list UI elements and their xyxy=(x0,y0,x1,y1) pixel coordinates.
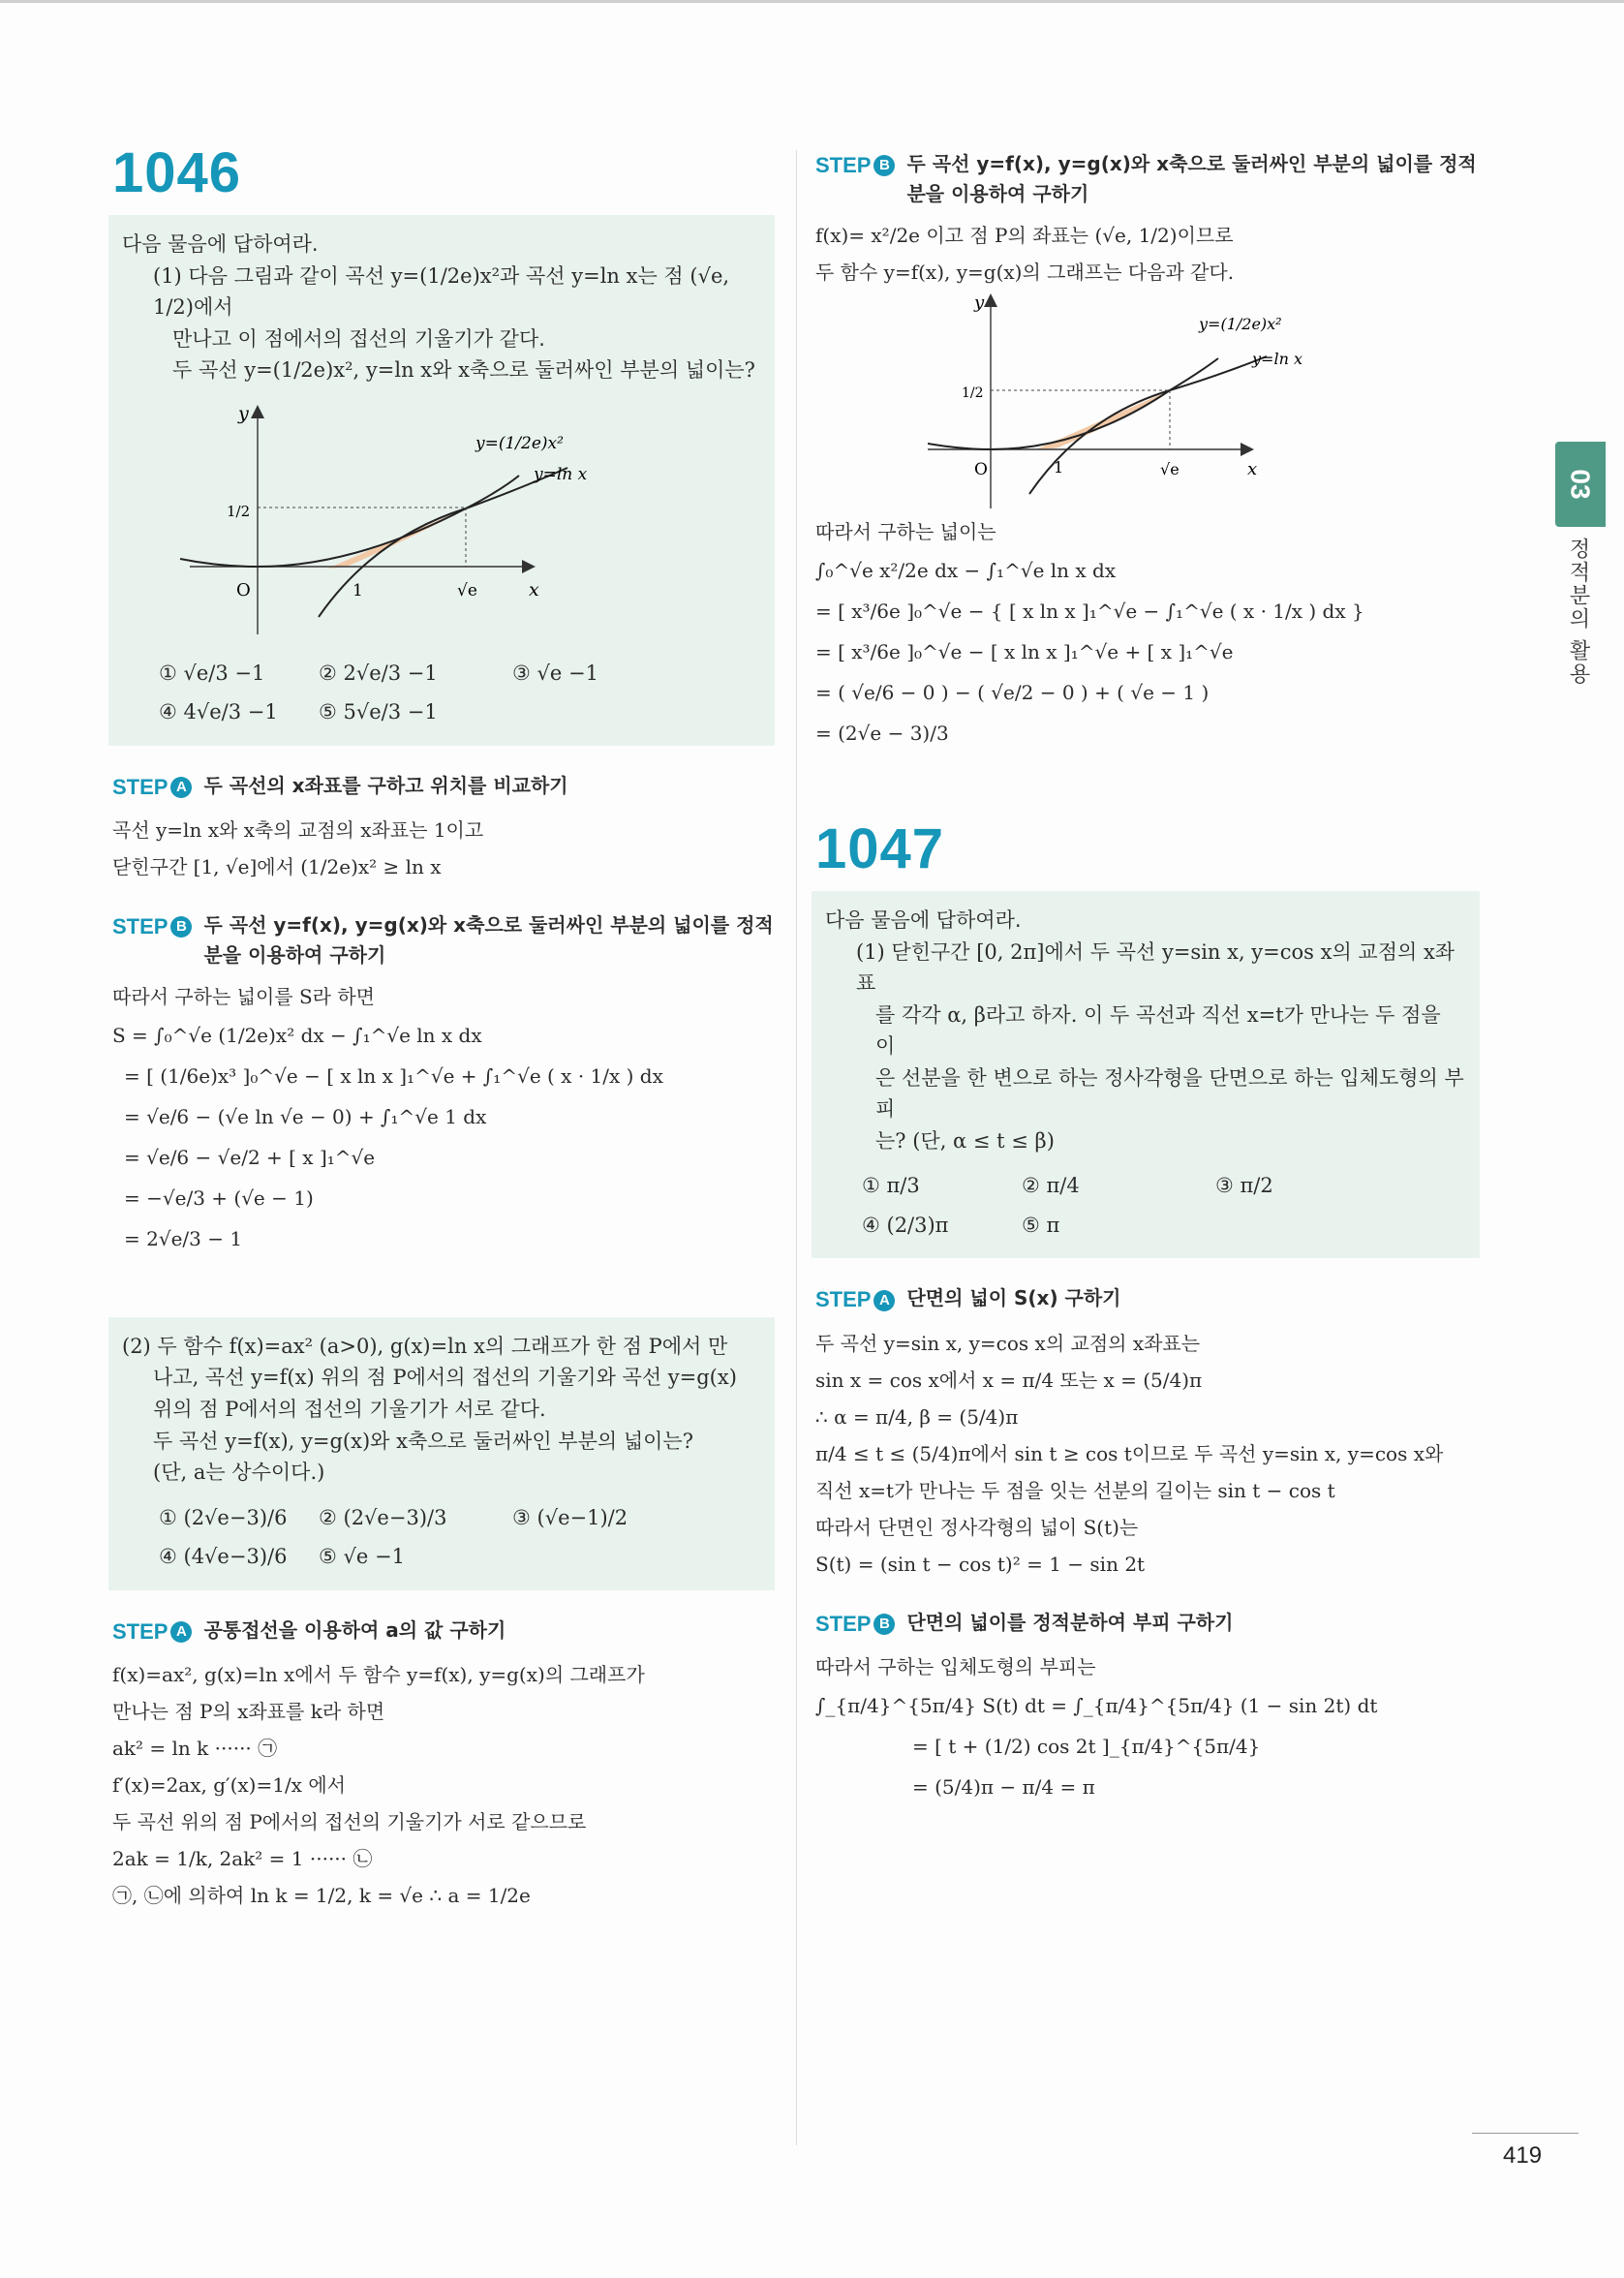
q1-line: 만나고 이 점에서의 접선의 기울기가 같다. xyxy=(172,326,545,351)
equation-block xyxy=(812,1685,1480,1807)
equation-block xyxy=(108,1015,775,1259)
solution-line: f′(x)=2ax, g′(x)=1/x 에서 xyxy=(112,1772,346,1797)
step-text xyxy=(812,1648,1480,1685)
equation-line: S = ∫₀^√e (1/2e)x² dx − ∫₁^√e ln x dx xyxy=(112,1023,482,1047)
top-rule xyxy=(0,0,1624,3)
choice-2[interactable]: ② (2√e−3)/3 xyxy=(319,1505,447,1529)
curve1-label: y=(1/2e)x² xyxy=(1199,315,1282,333)
q1-line: (1) 다음 그림과 같이 곡선 y=(1/2e)x²과 곡선 y=ln x는 점 (√e, 1/2)에서 xyxy=(153,263,730,320)
equation-line: = 2√e/3 − 1 xyxy=(124,1226,243,1250)
step-heading: STEP A 공통접선을 이용하여 a의 값 구하기 xyxy=(112,1616,775,1648)
tick-sqrte: √e xyxy=(1160,460,1180,478)
step-heading: STEP B 두 곡선 y=f(x), y=g(x)와 x축으로 둘러싸인 부분의 넓이를 정적분을 이용하여 구하기 xyxy=(815,149,1480,209)
solution-line: 두 곡선 y=sin x, y=cos x의 교점의 x좌표는 xyxy=(815,1331,1201,1355)
problem-1047-box xyxy=(812,891,1480,1258)
choice-1[interactable]: ① π/3 xyxy=(862,1174,920,1198)
equation-block xyxy=(812,550,1480,754)
q-line: 는? (단, α ≤ t ≤ β) xyxy=(875,1128,1055,1153)
step-heading: STEP B 단면의 넓이를 정적분하여 부피 구하기 xyxy=(815,1608,1480,1641)
choice-4[interactable]: ④ (2/3)π xyxy=(862,1213,949,1237)
equation-line: = (5/4)π − π/4 = π xyxy=(912,1774,1095,1799)
step-title: 두 곡선 y=f(x), y=g(x)와 x축으로 둘러싸인 부분의 넓이를 정적분을 이용하여 구하기 xyxy=(906,152,1477,205)
step-title: 두 곡선의 x좌표를 구하고 위치를 비교하기 xyxy=(203,773,568,797)
equation-line: ∫_{π/4}^{5π/4} S(t) dt = ∫_{π/4}^{5π/4} (1 − sin 2t) dt xyxy=(815,1693,1378,1717)
solution-line: 두 함수 y=f(x), y=g(x)의 그래프는 다음과 같다. xyxy=(815,261,1235,284)
parabola-curve xyxy=(180,476,519,567)
choice-4[interactable]: ④ 4√e/3 −1 xyxy=(159,700,278,724)
q1047-choices xyxy=(862,1170,1464,1241)
solution-line: f(x)= x²/2e 이고 점 P의 좌표는 (√e, 1/2)이므로 xyxy=(815,224,1234,247)
tick-sqrte: √e xyxy=(457,580,477,600)
choice-2[interactable]: ② π/4 xyxy=(1022,1174,1080,1198)
solution-line: ak² = ln k ······ ㉠ xyxy=(112,1736,278,1760)
choice-4[interactable]: ④ (4√e−3)/6 xyxy=(159,1545,288,1569)
solution-line: 따라서 단면인 정사각형의 넓이 S(t)는 xyxy=(815,1515,1139,1539)
choice-5[interactable]: ⑤ √e −1 xyxy=(319,1545,405,1569)
choice-5[interactable]: ⑤ 5√e/3 −1 xyxy=(319,700,438,724)
q-line: (1) 닫힌구간 [0, 2π]에서 두 곡선 y=sin x, y=cos x의 교점의 x좌표 xyxy=(856,939,1455,996)
solution-line: π/4 ≤ t ≤ (5/4)π에서 sin t ≥ cos t이므로 두 곡선 y=sin x, y=cos x와 xyxy=(815,1441,1444,1465)
graph-x-label: x xyxy=(529,578,539,600)
solution-line: 직선 x=t가 만나는 두 점을 잇는 선분의 길이는 sin t − cos t xyxy=(815,1478,1335,1502)
curve2-label: y=ln x xyxy=(1252,350,1302,368)
problem-number-1046: 1046 xyxy=(112,141,242,204)
equation-line: = −√e/3 + (√e − 1) xyxy=(124,1185,314,1210)
solution-line: 따라서 구하는 넓이는 xyxy=(815,520,996,543)
step-text xyxy=(812,1325,1480,1583)
graph-y-label: y xyxy=(974,292,985,313)
step-title: 공통접선을 이용하여 a의 값 구하기 xyxy=(203,1617,506,1642)
q2-line: 위의 점 P에서의 접선의 기울기가 서로 같다. xyxy=(153,1398,546,1422)
tick-one: 1 xyxy=(1054,458,1064,477)
solution-line: ㉠, ㉡에 의하여 ln k = 1/2, k = √e ∴ a = 1/2e xyxy=(112,1883,531,1907)
graph-origin: O xyxy=(974,460,988,479)
step-title: 단면의 넓이를 정적분하여 부피 구하기 xyxy=(906,1610,1234,1634)
choice-3[interactable]: ③ π/2 xyxy=(1215,1174,1273,1198)
equation-line: = ( √e/6 − 0 ) − ( √e/2 − 0 ) + ( √e − 1 ) xyxy=(815,681,1210,704)
curve2-label: y=ln x xyxy=(534,464,588,484)
solution-line: 만나는 점 P의 x좌표를 k라 하면 xyxy=(112,1699,385,1723)
chapter-label: 정적분의 활용 xyxy=(1566,538,1590,686)
q2-choices xyxy=(159,1502,759,1573)
q-line: 은 선분을 한 변으로 하는 정사각형을 단면으로 하는 입체도형의 부피 xyxy=(875,1065,1464,1122)
equation-line: ∫₀^√e x²/2e dx − ∫₁^√e ln x dx xyxy=(815,559,1117,582)
step-title: 두 곡선 y=f(x), y=g(x)와 x축으로 둘러싸인 부분의 넓이를 정적분을 이용하여 구하기 xyxy=(203,912,774,967)
equation-line: = (2√e − 3)/3 xyxy=(815,722,949,745)
step-text xyxy=(812,513,1480,550)
solution-line: f(x)=ax², g(x)=ln x에서 두 함수 y=f(x), y=g(x)의 그래프가 xyxy=(112,1662,645,1686)
problem-1046-q1-box xyxy=(108,215,775,746)
step-badge: B xyxy=(873,1614,895,1635)
step-text xyxy=(812,217,1480,291)
problem-intro: 다음 물음에 답하여라. xyxy=(825,908,1022,932)
choice-1[interactable]: ① (2√e−3)/6 xyxy=(159,1505,288,1529)
solution-line: 2ak = 1/k, 2ak² = 1 ······ ㉡ xyxy=(112,1846,373,1870)
log-curve xyxy=(1029,356,1267,494)
choice-3[interactable]: ③ (√e−1)/2 xyxy=(512,1505,628,1529)
q2-line: 두 곡선 y=f(x), y=g(x)와 x축으로 둘러싸인 부분의 넓이는? xyxy=(153,1429,693,1453)
choice-5[interactable]: ⑤ π xyxy=(1022,1213,1060,1237)
tick-one: 1 xyxy=(352,580,363,600)
equation-line: = [ (1/6e)x³ ]₀^√e − [ x ln x ]₁^√e + ∫₁^√e ( x · 1/x ) dx xyxy=(124,1063,663,1088)
solution-line: sin x = cos x에서 x = π/4 또는 x = (5/4)π xyxy=(815,1368,1203,1392)
step-heading: STEP A 두 곡선의 x좌표를 구하고 위치를 비교하기 xyxy=(112,771,775,804)
step-heading: STEP B 두 곡선 y=f(x), y=g(x)와 x축으로 둘러싸인 부분의 넓이를 정적분을 이용하여 구하기 xyxy=(112,910,775,970)
problem-intro: 다음 물음에 답하여라. xyxy=(122,232,319,256)
choice-2[interactable]: ② 2√e/3 −1 xyxy=(319,661,438,685)
graph-origin: O xyxy=(236,579,251,600)
equation-line: = [ x³/6e ]₀^√e − [ x ln x ]₁^√e + [ x ]₁^√e xyxy=(815,640,1234,663)
q-line: 를 각각 α, β라고 하자. 이 두 곡선과 직선 x=t가 만나는 두 점을 이 xyxy=(875,1002,1441,1059)
tick-half: 1/2 xyxy=(227,502,251,520)
page-number-rule xyxy=(1472,2133,1578,2134)
column-divider xyxy=(796,150,797,2145)
chapter-number: 03 xyxy=(1566,469,1596,500)
choice-3[interactable]: ③ √e −1 xyxy=(512,661,598,685)
solution-line: 따라서 구하는 입체도형의 부피는 xyxy=(815,1654,1096,1678)
step-badge: B xyxy=(170,916,192,938)
q2-line: (2) 두 함수 f(x)=ax² (a>0), g(x)=ln x의 그래프가 한 점 P에서 만 xyxy=(122,1334,728,1358)
right-graph xyxy=(928,291,1470,513)
choice-1[interactable]: ① √e/3 −1 xyxy=(159,661,265,685)
graph-y-label: y xyxy=(238,402,249,424)
page-number: 419 xyxy=(1503,2142,1543,2169)
q1-graph xyxy=(122,392,761,644)
solution-line: S(t) = (sin t − cos t)² = 1 − sin 2t xyxy=(815,1552,1146,1576)
equation-line: = [ x³/6e ]₀^√e − { [ x ln x ]₁^√e − ∫₁^√e ( x · 1/x ) dx } xyxy=(815,600,1364,623)
shaded-region xyxy=(1036,390,1170,449)
problem-1046-q2-box xyxy=(108,1317,775,1590)
solution-line: 곡선 y=ln x와 x축의 교점의 x좌표는 1이고 xyxy=(112,817,484,842)
step-title: 단면의 넓이 S(x) 구하기 xyxy=(906,1286,1121,1310)
equation-line: = [ t + (1/2) cos 2t ]_{π/4}^{5π/4} xyxy=(912,1734,1261,1758)
step-heading: STEP A 단면의 넓이 S(x) 구하기 xyxy=(815,1283,1480,1316)
step-badge: B xyxy=(873,155,895,176)
tick-half: 1/2 xyxy=(962,385,984,401)
step-badge: A xyxy=(170,1621,192,1643)
left-column xyxy=(108,141,775,1914)
solution-line: 따라서 구하는 넓이를 S라 하면 xyxy=(112,984,375,1008)
solution-line: ∴ α = π/4, β = (5/4)π xyxy=(815,1404,1019,1429)
q2-line: 나고, 곡선 y=f(x) 위의 점 P에서의 접선의 기울기와 곡선 y=g(x) xyxy=(153,1366,737,1390)
right-column xyxy=(812,145,1480,1807)
solution-line: 닫힌구간 [1, √e]에서 (1/2e)x² ≥ ln x xyxy=(112,854,442,878)
problem-number-1047: 1047 xyxy=(815,817,945,880)
chapter-tab[interactable] xyxy=(1555,442,1606,527)
step-text xyxy=(108,978,775,1015)
q2-line: (단, a는 상수이다.) xyxy=(153,1461,325,1485)
step-badge: A xyxy=(170,777,192,798)
curve1-label: y=(1/2e)x² xyxy=(475,433,564,453)
step-text xyxy=(108,1656,775,1914)
graph-x-label: x xyxy=(1247,459,1258,479)
equation-line: = √e/6 − √e/2 + [ x ]₁^√e xyxy=(124,1145,376,1169)
q1-choices xyxy=(159,658,759,728)
solution-line: 두 곡선 위의 점 P에서의 접선의 기울기가 서로 같으므로 xyxy=(112,1809,587,1833)
q1-line: 두 곡선 y=(1/2e)x², y=ln x와 x축으로 둘러싸인 부분의 넓이는? xyxy=(172,358,755,383)
equation-line: = √e/6 − (√e ln √e − 0) + ∫₁^√e 1 dx xyxy=(124,1104,487,1128)
step-text xyxy=(108,812,775,885)
step-badge: A xyxy=(873,1290,895,1311)
